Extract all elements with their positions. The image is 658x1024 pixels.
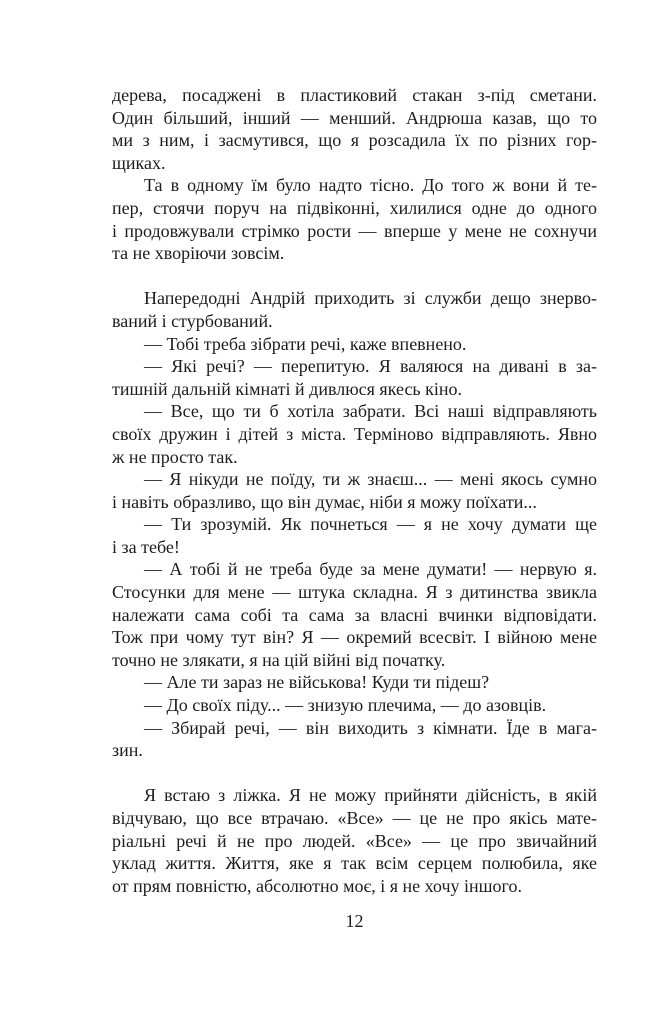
paragraph	[112, 784, 597, 897]
text-line: відчуваю, що все втрачаю. «Все» — це не про якісь мате-	[112, 808, 597, 828]
text-line: своїх дружин і дітей з міста. Терміново відправляють. Явно	[112, 423, 597, 444]
paragraph	[112, 174, 597, 264]
text-line: — До своїх піду... — знизую плечима, — до азовців.	[144, 695, 547, 716]
text-line: і продовжували стрімко рости — вперше у мене не сохнучи	[112, 220, 597, 241]
text-line: зин.	[112, 740, 143, 761]
text-line: дерева, посаджені в пластиковий стакан з-під сметани.	[112, 85, 597, 105]
text-line: ж не просто так.	[112, 446, 238, 467]
text-line: — Які речі? — перепитую. Я валяюся на дивані в за-	[144, 356, 597, 377]
paragraph	[112, 355, 597, 400]
text-line: щиках.	[112, 152, 166, 173]
text-line: — Але ти зараз не військова! Куди ти підеш?	[144, 672, 490, 693]
text-line: і навіть образливо, що він думає, ніби я можу поїхати...	[112, 491, 537, 512]
paragraph	[112, 468, 597, 513]
text-line: Я встаю з ліжка. Я не можу прийняти дійсність, в якій	[144, 785, 597, 806]
text-line: от прям повністю, абсолютно моє, і я не хочу іншого.	[112, 875, 522, 896]
text-line: і за тебе!	[112, 536, 180, 557]
text-line: пер, стоячи поруч на підвіконні, хилилися одне до одного	[112, 197, 597, 218]
text-line: Тож при чому тут він? Я — окремий всесвіт. І війною мене	[112, 627, 597, 648]
text-line: та не хворіючи зовсім.	[112, 243, 285, 264]
text-line: тишній дальній кімнаті й дивлюся якесь кіно.	[112, 378, 463, 399]
text-line: ваний і стурбований.	[112, 310, 273, 331]
text-line: належати сама собі та сама за власні вчинки відповідати.	[112, 604, 597, 625]
paragraph	[112, 400, 597, 468]
text-line: уклад життя. Життя, яке я так всім серцем полюбила, яке	[112, 853, 597, 874]
text-line: — Все, що ти б хотіла забрати. Всі наші відправляють	[144, 401, 597, 422]
text-line: ми з ним, і засмутився, що я розсадила їх по різних гор-	[112, 130, 597, 151]
paragraph	[112, 558, 597, 671]
text-line: Та в одному їм було надто тісно. До того ж вони й те-	[144, 175, 597, 196]
paragraph	[112, 513, 597, 558]
paragraph	[112, 717, 597, 762]
paragraph	[112, 694, 597, 717]
paragraph	[112, 333, 597, 356]
text-line: ріальні речі й не про людей. «Все» — це про звичайний	[112, 830, 597, 851]
text-line: — А тобі й не треба буде за мене думати! — нервую я.	[144, 559, 597, 580]
text-line: — Я нікуди не поїду, ти ж знаєш... — мені якось сумно	[144, 469, 597, 490]
text-line: точно не злякати, я на цій війні від початку.	[112, 649, 446, 670]
text-line: — Ти зрозумій. Як почнеться — я не хочу думати ще	[144, 514, 597, 535]
text-line: — Тобі треба зібрати речі, каже впевнено.	[144, 333, 467, 354]
text-line: — Збирай речі, — він виходить з кімнати. Їде в мага-	[144, 717, 597, 738]
text-block	[112, 84, 597, 897]
text-line: Стосунки для мене — штука складна. Я з дитинства звикла	[112, 582, 597, 603]
page-number: 12	[345, 911, 364, 932]
paragraph	[112, 84, 597, 174]
text-line: Напередодні Андрій приходить зі служби дещо знерво-	[144, 288, 597, 309]
paragraph	[112, 671, 597, 694]
paragraph	[112, 287, 597, 332]
text-line: Один більший, інший — менший. Андрюша казав, що то	[112, 107, 597, 128]
